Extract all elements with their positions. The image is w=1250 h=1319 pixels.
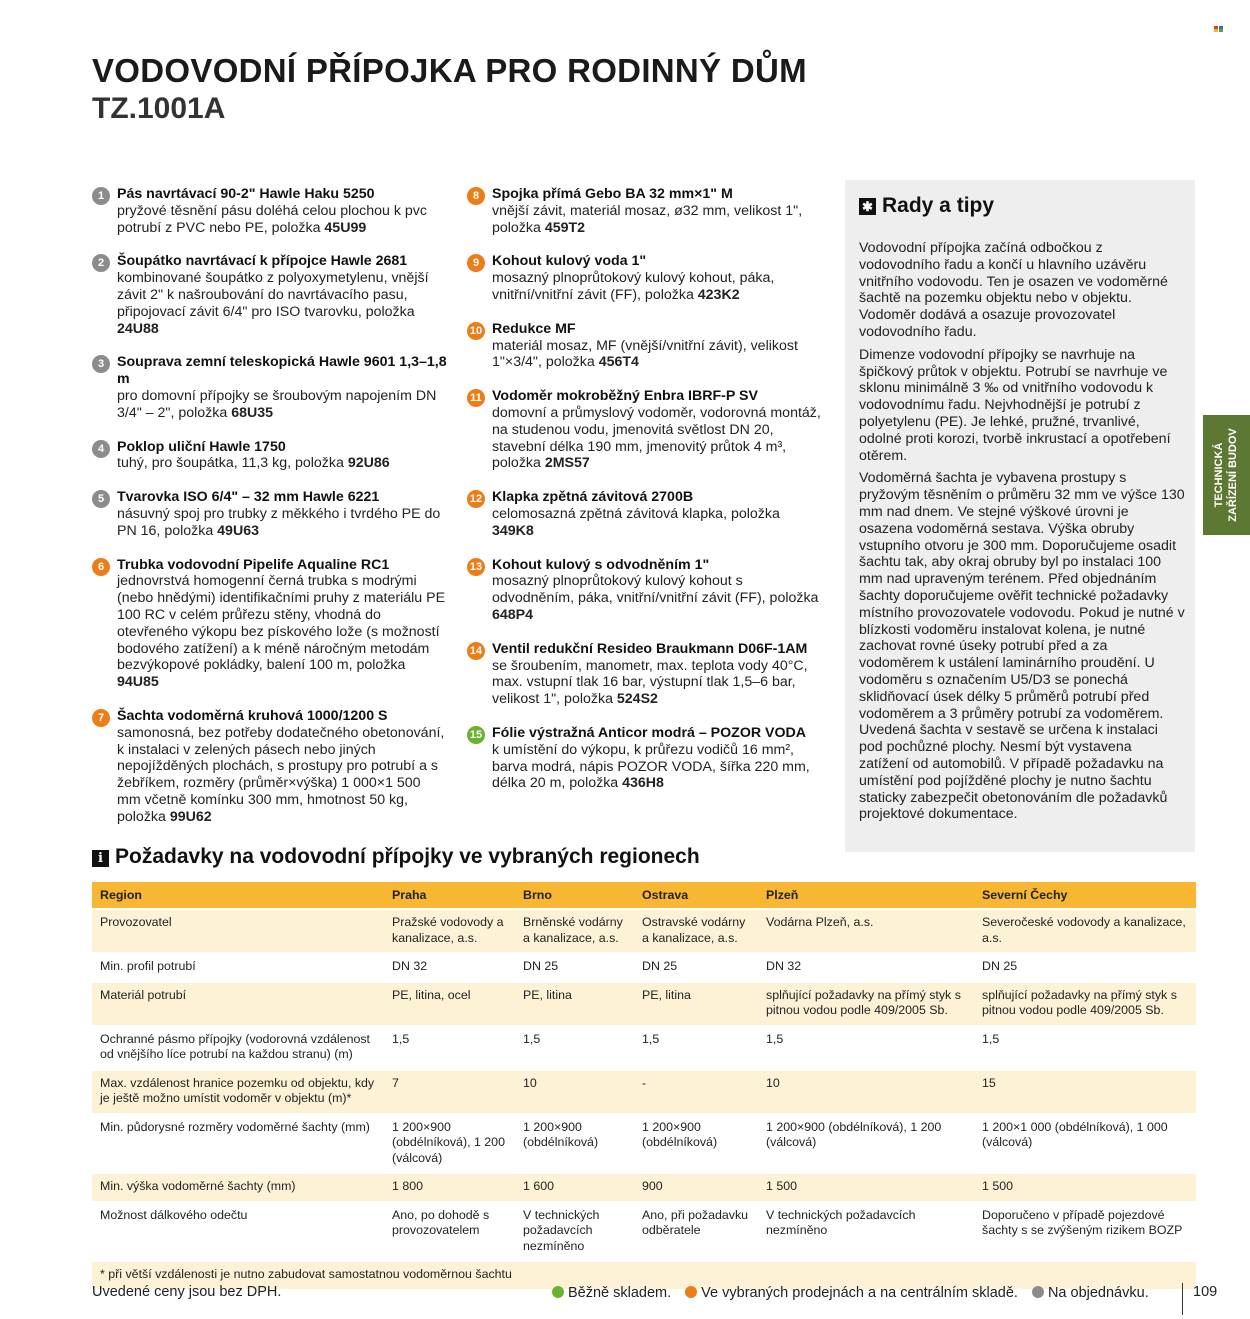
- product-description: jednovrstvá homogenní černá trubka s modrými (nebo hnědými) identifikačními pruhy z materiálu PE 100 RC v celém průřezu stěny, vhodná do otevřeného výkopu bez pískového lože (s možností bodového zatížení) a k méně náročným metodám bezvýkopové pokládky, balení 100 m, položka: [117, 573, 446, 674]
- table-cell: 1,5: [384, 1027, 515, 1069]
- table-row: [92, 1203, 1196, 1261]
- table-cell: 1 500: [974, 1174, 1196, 1201]
- table-cell: 1,5: [758, 1027, 974, 1069]
- product-title: Klapka zpětná závitová 2700B: [492, 489, 694, 506]
- requirements-table: [92, 880, 1196, 1291]
- product-title: Redukce MF: [492, 320, 576, 337]
- tips-paragraph: Vodovodní přípojka začíná odbočkou z vodovodního řadu a končí u hlavního uzávěru vnitřního vodovodu. Ten je osazen ve vodoměrné šachtě na pozemku objektu nebo v objektu. Vodoměr dodává a osazuje provozovatel vodovodního řadu.: [859, 240, 1168, 340]
- row-label-cell: Min. profil potrubí: [92, 954, 384, 981]
- product-item: [467, 641, 822, 708]
- product-code: 99U62: [169, 808, 212, 825]
- item-number-badge: 9: [467, 254, 485, 272]
- product-code: 349K8: [492, 522, 534, 539]
- table-row: [92, 1115, 1196, 1173]
- table-cell: 10: [515, 1071, 634, 1113]
- lightbulb-icon: ✱: [859, 198, 876, 215]
- product-item: [467, 557, 822, 624]
- section-tab[interactable]: [1203, 415, 1250, 535]
- row-label-cell: Ochranné pásmo přípojky (vodorovná vzdálenost od vnějšího líce potrubí na každou stranu) (m): [92, 1027, 384, 1069]
- table-cell: DN 25: [634, 954, 758, 981]
- row-label-cell: Materiál potrubí: [92, 983, 384, 1025]
- product-item: [92, 354, 447, 421]
- table-cell: 1 200×900 (obdélníková): [634, 1115, 758, 1173]
- table-cell: V technických požadavcích nezmíněno: [515, 1203, 634, 1261]
- table-header-row: [92, 882, 1196, 908]
- table-cell: PE, litina: [515, 983, 634, 1025]
- table-cell: Doporučeno v případě pojezdové šachty s se zvýšeným rizikem BOZP: [974, 1203, 1196, 1261]
- product-code: 524S2: [616, 691, 658, 708]
- table-cell: Severočeské vodovody a kanalizace, a.s.: [974, 910, 1196, 952]
- row-label-cell: Provozovatel: [92, 910, 384, 952]
- product-description: se šroubením, manometr, max. teplota vody 40°C, max. vstupní tlak 16 bar, výstupní tlak 1,5–6 bar, velikost 1", položka: [492, 657, 808, 708]
- product-item: [92, 557, 447, 691]
- product-title: Spojka přímá Gebo BA 32 mm×1" M: [492, 186, 733, 202]
- table-row: [92, 954, 1196, 981]
- product-description: celomosazná zpětná závitová klapka, položka: [492, 505, 780, 522]
- product-description: pro domovní přípojky se šroubovým napojením DN 3/4" – 2", položka: [117, 387, 437, 421]
- brand-logo: [1214, 26, 1224, 32]
- product-code: 648P4: [492, 606, 534, 623]
- row-label-cell: Min. půdorysné rozměry vodoměrné šachty (mm): [92, 1115, 384, 1173]
- table-cell: 1 500: [758, 1174, 974, 1201]
- product-item: [467, 725, 822, 792]
- table-cell: 7: [384, 1071, 515, 1113]
- item-number-badge: 5: [92, 490, 110, 508]
- product-title: Pás navrtávací 90-2" Hawle Haku 5250: [117, 186, 375, 202]
- products-left-column: [92, 186, 447, 843]
- product-item: [467, 321, 822, 371]
- product-description: materiál mosaz, MF (vnější/vnitřní závit), velikost 1"×3/4", položka: [492, 337, 798, 371]
- tips-heading: ✱ Rady a tipy: [859, 194, 994, 218]
- table-cell: Brněnské vodárny a kanalizace, a.s.: [515, 910, 634, 952]
- table-cell: Ano, při požadavku odběratele: [634, 1203, 758, 1261]
- item-number-badge: 12: [467, 490, 485, 508]
- table-cell: splňující požadavky na přímý styk s pitnou vodou podle 409/2005 Sb.: [974, 983, 1196, 1025]
- item-number-badge: 14: [467, 642, 485, 660]
- item-number-badge: 6: [92, 558, 110, 576]
- column-header: Plzeň: [758, 882, 974, 908]
- product-code: 94U85: [117, 674, 159, 691]
- item-number-badge: 7: [92, 709, 110, 727]
- product-title: Fólie výstražná Anticor modrá – POZOR VODA: [492, 724, 807, 741]
- table-row: [92, 910, 1196, 952]
- row-label-cell: Max. vzdálenost hranice pozemku od objektu, kdy je ještě možno umístit vodoměr v objektu (m)*: [92, 1071, 384, 1113]
- table-cell: Ano, po dohodě s provozovatelem: [384, 1203, 515, 1261]
- product-title: Kohout kulový s odvodněním 1": [492, 556, 710, 573]
- product-description: domovní a průmyslový vodoměr, vodorovná montáž, na studenou vodu, jmenovitá světlost DN 20, stavební délka 190 mm, jmenovitý průtok 4 m³, položka: [492, 404, 821, 472]
- product-item: [467, 186, 822, 236]
- legend-label: Ve vybraných prodejnách a na centrálním skladě.: [701, 1285, 1018, 1301]
- item-number-badge: 8: [467, 187, 485, 205]
- product-description: kombinované šoupátko z polyoxymetylenu, vnější závit 2" k našroubování do navrtávacího pasu, připojovací závit 6/4" pro ISO tvarovku, položka: [117, 270, 429, 320]
- table-row: [92, 1174, 1196, 1201]
- column-header: Severní Čechy: [974, 882, 1196, 908]
- column-header: Brno: [515, 882, 634, 908]
- product-title: Souprava zemní teleskopická Hawle 9601 1,3–1,8 m: [117, 354, 447, 388]
- product-code: 68U35: [231, 404, 273, 421]
- legend-dot-icon: [685, 1286, 697, 1298]
- product-title: Kohout kulový voda 1": [492, 253, 647, 270]
- table-cell: DN 25: [515, 954, 634, 981]
- row-label-cell: Min. výška vodoměrné šachty (mm): [92, 1174, 384, 1201]
- table-cell: DN 25: [974, 954, 1196, 981]
- row-label-cell: Možnost dálkového odečtu: [92, 1203, 384, 1261]
- product-description: mosazný plnoprůtokový kulový kohout s odvodněním, páka, vnitřní/vnitřní závit (FF), položka: [492, 573, 819, 607]
- table-cell: 1,5: [634, 1027, 758, 1069]
- product-code: 49U63: [217, 522, 259, 539]
- table-cell: 1 600: [515, 1174, 634, 1201]
- legend-label: Na objednávku.: [1047, 1285, 1149, 1301]
- table-cell: splňující požadavky na přímý styk s pitnou vodou podle 409/2005 Sb.: [758, 983, 974, 1025]
- table-cell: 15: [974, 1071, 1196, 1113]
- column-header: Region: [92, 882, 384, 908]
- product-code: 24U88: [117, 320, 159, 337]
- item-number-badge: 1: [92, 187, 110, 205]
- product-code: 459T2: [544, 219, 586, 236]
- availability-legend: [552, 1285, 1163, 1301]
- product-item: [92, 186, 447, 236]
- table-cell: 1 200×900 (obdélníková), 1 200 (válcová): [758, 1115, 974, 1173]
- product-item: [467, 388, 822, 472]
- item-number-badge: 13: [467, 558, 485, 576]
- item-number-badge: 4: [92, 440, 110, 458]
- product-code: 45U99: [324, 219, 367, 236]
- table-cell: 1 200×1 000 (obdélníková), 1 000 (válcová): [974, 1115, 1196, 1173]
- item-number-badge: 2: [92, 254, 110, 272]
- page-title: VODOVODNÍ PŘÍPOJKA PRO RODINNÝ DŮM: [92, 52, 807, 89]
- table-cell: 1 200×900 (obdélníková): [515, 1115, 634, 1173]
- product-code: 92U86: [347, 455, 390, 472]
- table-cell: DN 32: [384, 954, 515, 981]
- product-item: [467, 253, 822, 303]
- page-subtitle: TZ.1001A: [92, 92, 226, 125]
- product-description: mosazný plnoprůtokový kulový kohout, páka, vnitřní/vnitřní závit (FF), položka: [492, 270, 775, 303]
- product-title: Poklop uliční Hawle 1750: [117, 438, 286, 455]
- table-footnote: * při větší vzdálenosti je nutno zabudovat samostatnou vodoměrnou šachtu: [92, 1262, 1196, 1289]
- table-cell: 900: [634, 1174, 758, 1201]
- section-tab-line2: ZAŘÍZENÍ BUDOV: [1227, 428, 1239, 522]
- table-cell: 1 800: [384, 1174, 515, 1201]
- product-title: Ventil redukční Resideo Braukmann D06F-1AM: [492, 640, 808, 657]
- table-cell: 1,5: [515, 1027, 634, 1069]
- product-description: pryžové těsnění pásu doléhá celou plochou k pvc potrubí z PVC nebo PE, položka: [117, 202, 427, 236]
- legend-dot-icon: [552, 1286, 564, 1298]
- product-title: Šachta vodoměrná kruhová 1000/1200 S: [117, 707, 388, 724]
- table-row: [92, 1071, 1196, 1113]
- product-description: samonosná, bez potřeby dodatečného obetonování, k instalaci v zelených pásech nebo jiných nepojížděných plochách, s prostupy pro potrubí a s žebříkem, rozměry (průměr×výška) 1 000×1 500 mm včetně komínku 300 mm, hmotnost 50 kg, položka: [117, 724, 445, 825]
- table-cell: Vodárna Plzeň, a.s.: [758, 910, 974, 952]
- item-number-badge: 3: [92, 355, 110, 373]
- table-cell: -: [634, 1071, 758, 1113]
- table-row: [92, 983, 1196, 1025]
- table-cell: Pražské vodovody a kanalizace, a.s.: [384, 910, 515, 952]
- product-item: [92, 253, 447, 337]
- item-number-badge: 10: [467, 322, 485, 340]
- product-title: Vodoměr mokroběžný Enbra IBRF-P SV: [492, 388, 758, 405]
- tips-box: [845, 180, 1195, 852]
- page-number: 109: [1193, 1284, 1218, 1300]
- product-item: [92, 489, 447, 539]
- table-cell: PE, litina: [634, 983, 758, 1025]
- item-number-badge: 11: [467, 389, 485, 407]
- legend-label: Běžně skladem.: [568, 1285, 672, 1301]
- tips-paragraph: Vodoměrná šachta je vybavena prostupy s pryžovým těsněním o průměru 32 mm ve výšce 130 mm nad dnem. Ve stejné výškové úrovni je osazena vodoměrná sestava. Výška obruby vstupního otvoru je 300 mm. Doporučujeme osadit šachtu tak, aby okraj obruby byl po instalaci 100 mm nad upraveným terénem. Před objednáním šachty doporučujeme ověřit technické požadavky místního provozovatele vodovodu. Pokud je nutné v blízkosti vodoměru instalovat kolena, je nutné zachovat rovné úseky potrubí před a za vodoměrem k ustálení laminárního proudění. U vodoměru s označením U5/D3 se ponechá sklidňovací úsek délky 5 průměrů potrubí před vodoměrem a 3 průměry potrubí za vodoměrem. Uvedená šachta v sestavě se určena k instalaci pod pochůzné plochy. Nesmí být vystavena zatížení od automobilů. V případě požadavku na umístění pod pojížděné plochy je nutno šachtu staticky zabezpečit obetonováním dle požadavků projektové dokumentace.: [859, 470, 1185, 823]
- product-code: 456T4: [598, 354, 639, 371]
- table-cell: 10: [758, 1071, 974, 1113]
- product-description: vnější závit, materiál mosaz, ø32 mm, velikost 1", položka: [492, 202, 803, 236]
- table-cell: PE, litina, ocel: [384, 983, 515, 1025]
- product-item: [92, 439, 447, 473]
- table-cell: DN 32: [758, 954, 974, 981]
- item-number-badge: 15: [467, 726, 485, 744]
- product-title: Šoupátko navrtávací k přípojce Hawle 2681: [117, 253, 408, 270]
- product-description: k umístění do výkopu, k průřezu vodičů 16 mm², barva modrá, nápis POZOR VODA, šířka 220 mm, délka 20 m, položka: [492, 741, 810, 792]
- product-description: násuvný spoj pro trubky z měkkého i tvrdého PE do PN 16, položka: [117, 505, 441, 539]
- product-item: [92, 708, 447, 826]
- table-row: [92, 1027, 1196, 1069]
- tips-paragraph: Dimenze vodovodní přípojky se navrhuje na špičkový průtok v objektu. Potrubí se navrhuje ve sklonu minimálně 3 ‰ od vnitřního vodovodu k vodovodnímu řadu. Nejvhodnější je potrubí z polyetylenu (PE). Je lehké, pružné, trvanlivé, odolné proti korozi, tvorbě inkrustací a opotřebení otěrem.: [859, 346, 1171, 464]
- table-cell: 1,5: [974, 1027, 1196, 1069]
- column-header: Praha: [384, 882, 515, 908]
- product-description: tuhý, pro šoupátka, 11,3 kg, položka: [117, 455, 348, 472]
- legend-dot-icon: [1032, 1286, 1044, 1298]
- table-cell: Ostravské vodárny a kanalizace, a.s.: [634, 910, 758, 952]
- product-code: 436H8: [622, 775, 664, 792]
- product-code: 423K2: [697, 286, 740, 303]
- table-cell: V technických požadavcích nezmíněno: [758, 1203, 974, 1261]
- requirements-heading: i Požadavky na vodovodní přípojky ve vybraných regionech: [92, 845, 700, 869]
- section-tab-line1: TECHNICKÁ: [1213, 442, 1225, 508]
- column-header: Ostrava: [634, 882, 758, 908]
- info-icon: i: [92, 850, 109, 867]
- page-separator: [1182, 1283, 1183, 1315]
- prices-note: Uvedené ceny jsou bez DPH.: [92, 1284, 282, 1300]
- product-title: Tvarovka ISO 6/4" – 32 mm Hawle 6221: [117, 489, 380, 506]
- tips-body: [859, 240, 1185, 829]
- products-right-column: [467, 186, 822, 809]
- product-title: Trubka vodovodní Pipelife Aqualine RC1: [117, 556, 390, 573]
- table-cell: 1 200×900 (obdélníková), 1 200 (válcová): [384, 1115, 515, 1173]
- product-code: 2MS57: [544, 455, 590, 472]
- product-item: [467, 489, 822, 539]
